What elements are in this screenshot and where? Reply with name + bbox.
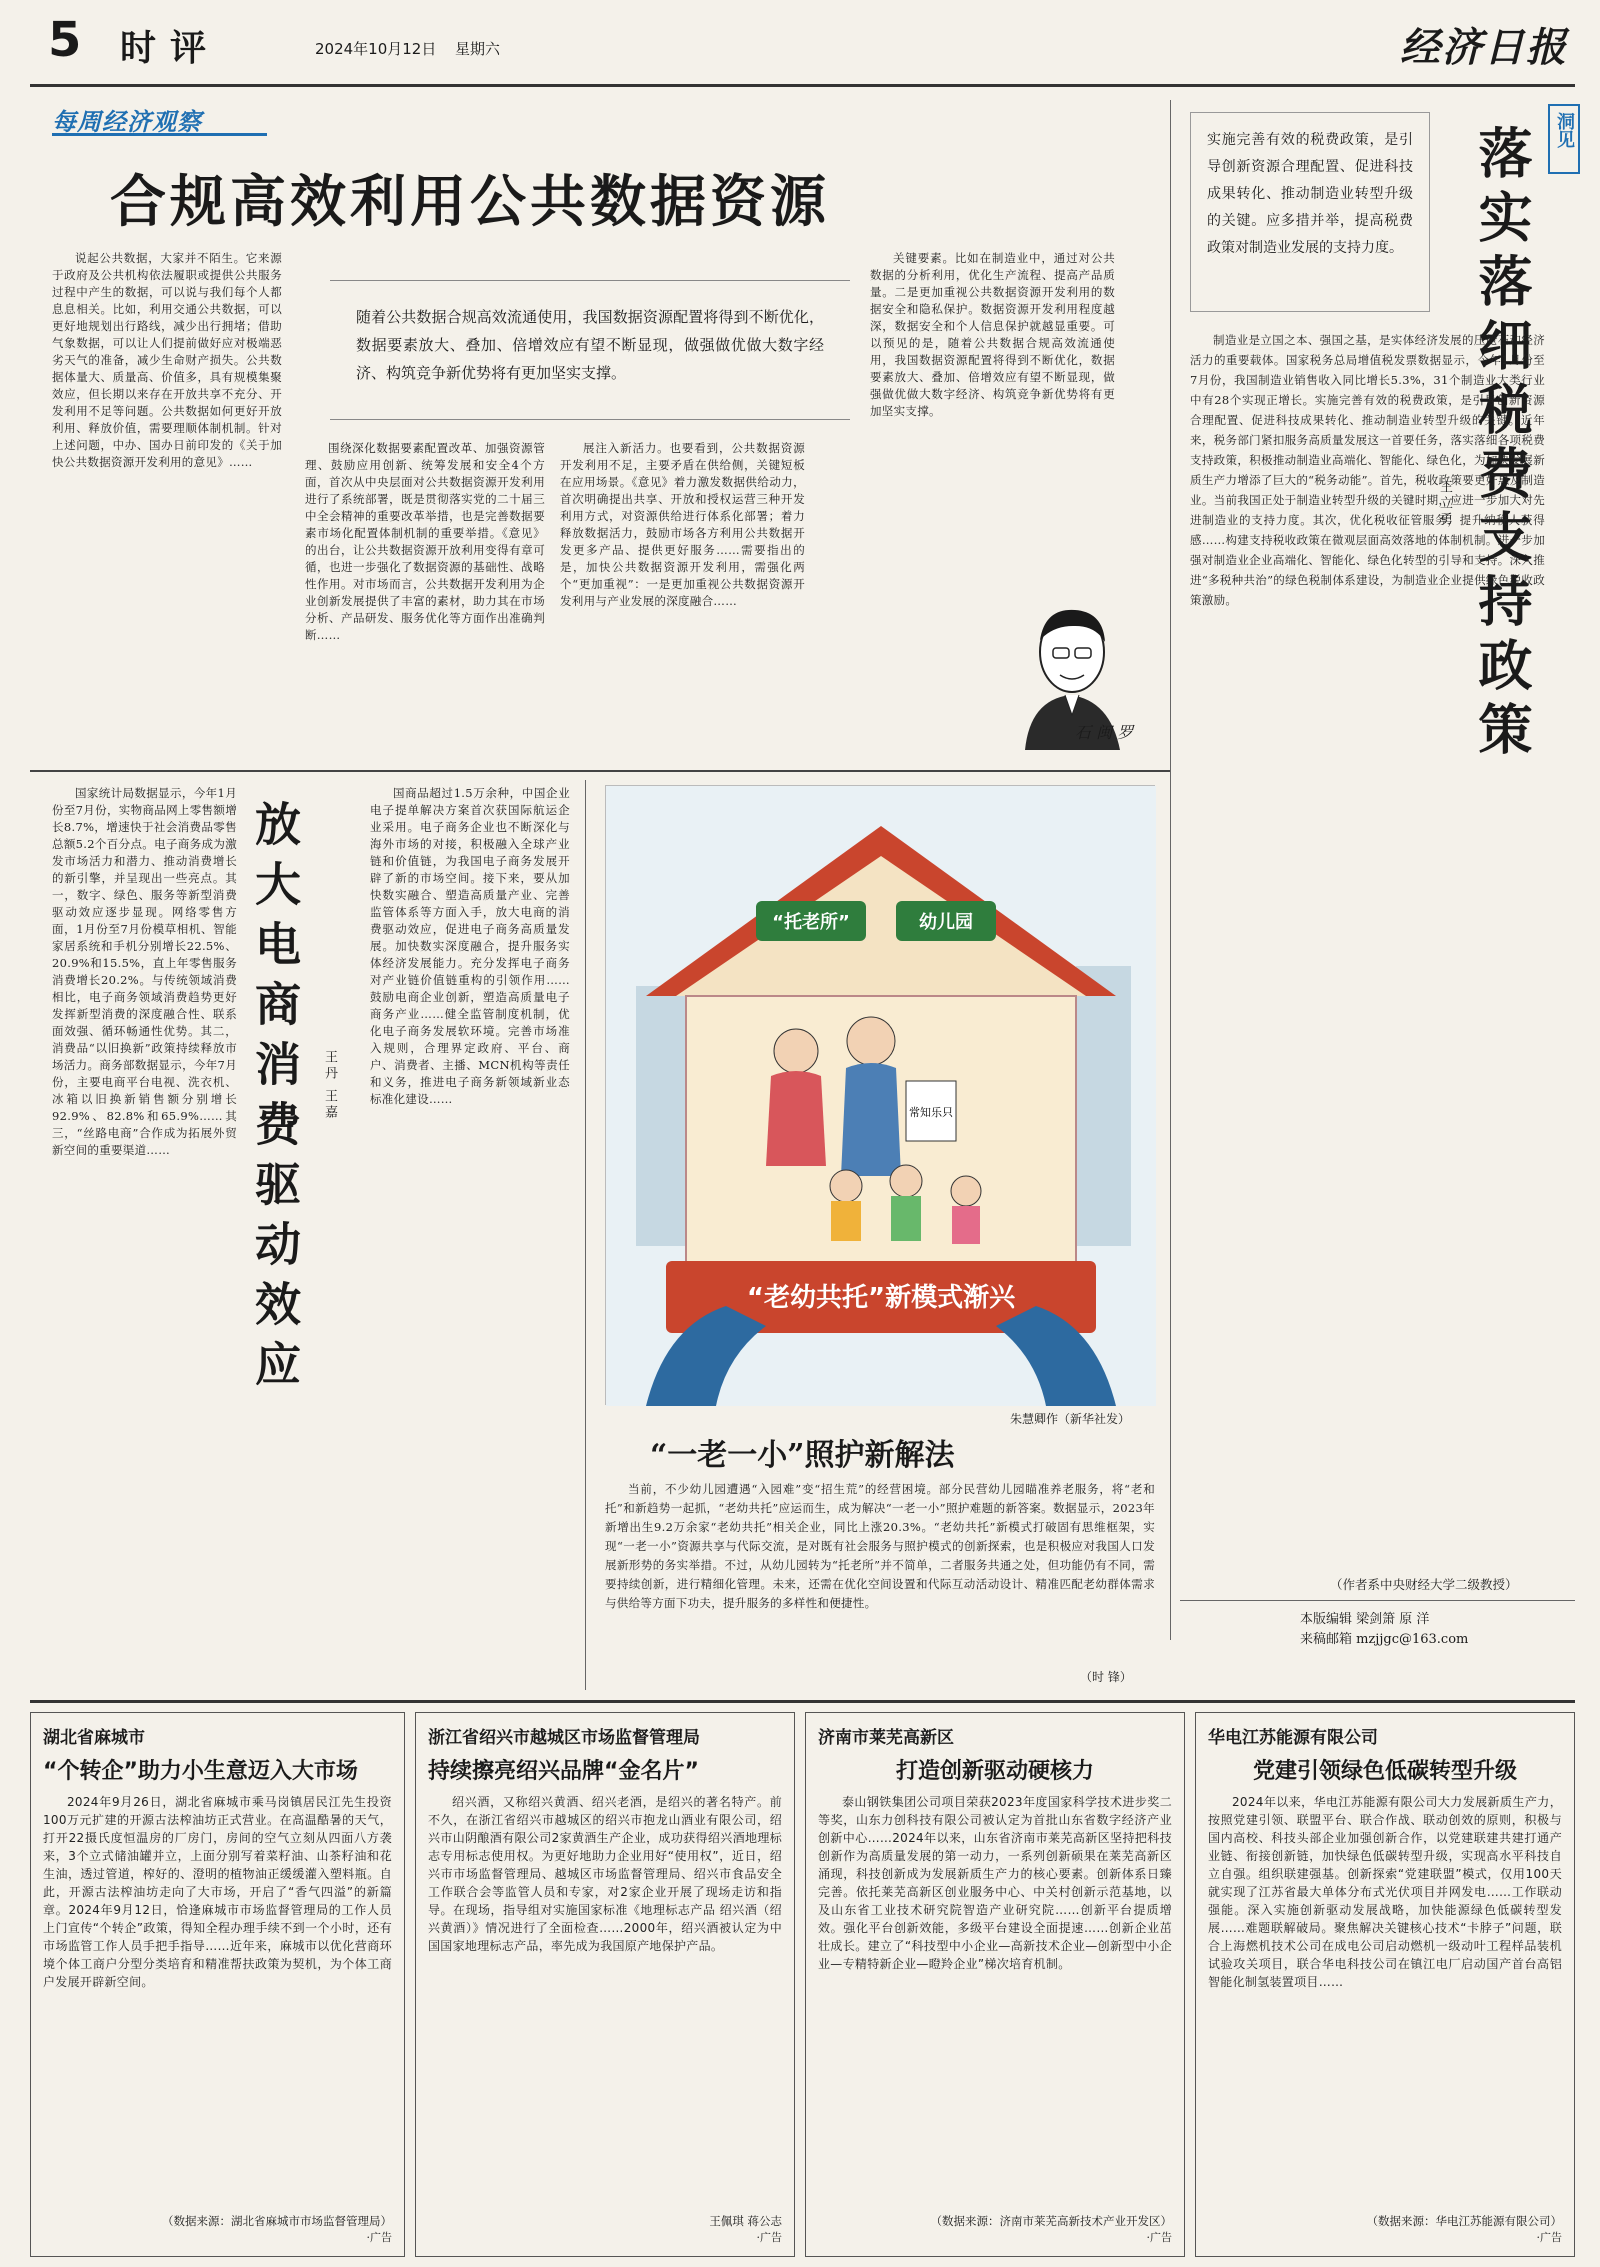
dongjian-tag-label: 洞见	[1554, 112, 1575, 148]
ad-3-source: （数据来源：济南市莱芜高新技术产业开发区）	[930, 2214, 1172, 2228]
ad-1-body: 2024年9月26日，湖北省麻城市乘马岗镇居民江先生投资100万元扩建的开源古法榨油坊正式营业。在高温酷暑的天气，打开22摄氏度恒温房的厂房门，房间的空气立刻从四面八方袭来，3个立式储油罐并立，上面分别写着菜籽油、山茶籽油和花生油，透过管道，榨好的、澄明的植物油正缓缓灌入塑料瓶。自此，开源古法榨油坊走向了大市场，开启了“香气四溢”的新篇章。2024年9月12日，恰逢麻城市市场监督管理局的工作人员上门宣传“个转企”政策，得知全程办理手续不到一个小时，还有市场监管工作人员手把手指导……近年来，麻城市以优化营商环境个体工商户分型分类培育和精准帮扶政策为契机，为个体工商户发展开辟新空间。	[43, 1795, 392, 1989]
masthead	[30, 10, 1575, 82]
issue-date: 2024年10月12日	[315, 40, 437, 58]
cartoon-credit: 朱慧卿作（新华社发）	[1010, 1412, 1131, 1426]
ecommerce-divider	[585, 780, 586, 1690]
lead-summary: 随着公共数据合规高效流通使用，我国数据资源配置将得到不断优化，数据要素放大、叠加、倍增效应有望不断显现，做强做优做大数字经济、构筑竞争新优势将有更加坚实支撑。	[356, 308, 824, 382]
oldyoung-body	[605, 1480, 1155, 1685]
dongjian-summary: 实施完善有效的税费政策，是引导创新资源合理配置、促进科技成果转化、推动制造业转型升级的关键。应多措并举，提高税费政策对制造业发展的支持力度。	[1207, 132, 1413, 256]
oldyoung-body-text: 当前，不少幼儿园遭遇“入园难”变“招生荒”的经营困境。部分民营幼儿园瞄准养老服务，将“老和托”和新趋势一起抓，“老幼共托”应运而生，成为解决“一老一小”照护难题的新答案。数据显示，2023年新增出生9.2万余家“老幼共托”相关企业，同比上涨20.3%。“老幼共托”新模式打破固有思维框架，实现“一老一小”资源共享与代际交流，是对既有社会服务与照护模式的创新探索，也是积极应对我国人口发展新形势的务实举措。不过，从幼儿园转为“托老所”并不简单，二者服务共通之处，但功能仍有不同，需要持续创新，进行精细化管理。未来，还需在优化空间设置和代际互动活动设计、精准匹配老幼群体需求与供给等方面下功夫，提升服务的多样性和便捷性。	[605, 1482, 1155, 1610]
ad-3-mark: ·广告	[1146, 2231, 1172, 2244]
ecommerce-col-1-text: 国家统计局数据显示，今年1月份至7月份，实物商品网上零售额增长8.7%，增速快于社会消费品零售总额5.2个百分点。电子商务成为激发市场活力和潜力、推动消费增长的新引擎，并呈现出一些亮点。其一，数字、绿色、服务等新型消费驱动效应逐步显现。网络零售方面，1月份至7月份模草相机、智能家居系统和手机分别增长22.5%、20.9%和15.5%，直上年零售服务消费增长20.2%。与传统领域消费相比，电子商务领域消费趋势更好发挥新型消费的深度融合性、联系面效强、循环畅通性优势。其二，消费品“以旧换新”政策持续释放市场活力。商务部数据显示，今年7月份，主要电商平台电视、洗衣机、冰箱以旧换新销售额分别增长92.9%、82.8%和65.9%……其三，“丝路电商”合作成为拓展外贸新空间的重要渠道……	[52, 786, 237, 1157]
editors-info	[1300, 1610, 1560, 1650]
cartoon-banner: “老幼共托”新模式渐兴	[746, 1283, 1016, 1313]
dongjian-tag	[1548, 104, 1580, 174]
ecommerce-col-2-text: 国商品超过1.5万余种，中国企业电子提单解决方案首次获国际航运企业采用。电子商务企业也不断深化与海外市场的对接，积极融入全球产业链和价值链，为我国电子商务发展开辟了新的市场空间。接下来，要从加快数实融合、塑造高质量产业、完善监管体系等方面入手，放大电商的消费驱动效应，促进电子商务高质量发展。加快数实深度融合，提升服务实体经济发展能力。充分发挥电子商务对产业链价值链重构的引领作用……鼓励电商企业创新，塑造高质量电子商务产业……健全监管制度机制，优化电子商务发展软环境。完善市场准入规则，合理界定政府、平台、商户、消费者、主播、MCN机构等责任和义务，推进电子商务新领域新业态标准化建设……	[370, 786, 570, 1106]
ad-box-2	[415, 1712, 795, 2257]
lead-col-1-text: 说起公共数据，大家并不陌生。它来源于政府及公共机构依法履职或提供公共服务过程中产生的数据，可以说与我们每个人都息息相关。比如，利用交通公共数据，可以更好地规划出行路线，减少出行拥堵；借助气象数据，可以让人们提前做好应对极端恶劣天气的准备，减少生命财产损失。公共数据体量大、质量高、价值多，具有规模集聚效应，但长期以来存在开放共享不充分、开发利用不足等问题。公共数据如何更好开放利用、释放价值，需要理顺体制机制。针对上述问题，中办、国办日前印发的《关于加快公共数据资源开发利用的意见》……	[52, 251, 282, 469]
column-tag-label: 每周经济观察	[52, 107, 202, 136]
dongjian-body	[1190, 330, 1545, 1570]
ad-1-source: （数据来源：湖北省麻城市市场监督管理局）	[162, 2214, 392, 2228]
issue-weekday: 星期六	[455, 40, 501, 58]
ad-1-mark: ·广告	[366, 2231, 392, 2244]
ad-box-3	[805, 1712, 1185, 2257]
section-name: 时评	[120, 27, 221, 69]
ad-2-title: 持续擦亮绍兴品牌“金名片”	[428, 1759, 699, 1784]
dongjian-body-text: 制造业是立国之本、强国之基，是实体经济发展的压舱石和经济活力的重要载体。国家税务总局增值税发票数据显示，今年1月份至7月份，我国制造业销售收入同比增长5.3%，31个制造业大类行业中有28个实现正增长。实施完善有效的税费政策，是引导创新资源合理配置、促进科技成果转化、推动制造业转型升级的关键。近年来，税务部门紧扣服务高质量发展这一首要任务，落实落细各项税费支持政策，积极推动制造业高端化、智能化、绿色化，为加快发展新质生产力增添了巨大的“税务动能”。首先，税收政策要更好惠及制造业。当前我国正处于制造业转型升级的关键时期，应进一步加大对先进制造业的支持力度。其次，优化税收征管服务，提升纳税人获得感……构建支持税收政策在微观层面高效落地的体制机制。进一步加强对制造业企业高端化、智能化、绿色化转型的引导和支持。深入推进“多税种共治”的绿色税制体系建设，为制造业企业提供绿色税收政策激励。	[1190, 333, 1545, 607]
author-signature: 石 闽 罗	[1075, 723, 1134, 742]
lead-summary-box	[330, 280, 850, 420]
author-sketch-image	[985, 590, 1160, 760]
lead-col-1	[52, 250, 282, 730]
ad-box-1	[30, 1712, 405, 2257]
lead-col-3-text: 展注入新活力。也要看到，公共数据资源开发利用不足，主要矛盾在供给侧，关键短板在应用场景。《意见》着力激发数据供给动力，首次明确提出共享、开放和授权运营三种开发利用方式，对资源供给进行体系化部署；着力释放数据活力，鼓励市场各方利用公共数据开发更多产品、提供更好服务……需要指出的是，加快公共数据资源开发利用，需强化两个“更加重视”：一是更加重视公共数据资源开发利用与产业发展的深度融合……	[560, 441, 805, 608]
editors-line-1: 本版编辑 梁剑箫 原 洋	[1300, 1612, 1430, 1627]
ad-4-org: 华电江苏能源有限公司	[1208, 1728, 1378, 1748]
editors-line-2: 来稿邮箱 mzjjgc@163.com	[1300, 1632, 1469, 1647]
ad-4-source: （数据来源：华电江苏能源有限公司）	[1366, 2214, 1562, 2228]
masthead-rule	[30, 84, 1575, 87]
lead-col-2	[305, 440, 545, 735]
ad-1-title: “个转企”助力小生意迈入大市场	[43, 1759, 358, 1784]
ad-3-body: 泰山钢铁集团公司项目荣获2023年度国家科学技术进步奖二等奖，山东力创科技有限公司被认定为首批山东省数字经济产业创新中心……2024年以来，山东省济南市莱芜高新区坚持把科技创新作为高质量发展的第一动力，一系列创新硕果在莱芜高新区涌现，科技创新成为发展新质生产力的核心要素。创新体系日臻完善。依托莱芜高新区创业服务中心、中关村创新示范基地，以及山东省工业技术研究院智造产业研究院……创新平台提质增效。强化平台创新效能，多级平台建设全面提速……创新企业茁壮成长。建立了“科技型中小企业—高新技术企业—创新型中小企业—专精特新企业—瞪羚企业”梯次培育机制。	[818, 1795, 1172, 1971]
mid-section-rule	[30, 770, 1170, 772]
cartoon-book-text: 常知乐只	[909, 1106, 953, 1119]
lead-col-3	[560, 440, 805, 735]
lead-headline: 合规高效利用公共数据资源	[110, 169, 830, 235]
ecommerce-headline: 放大电商消费驱动效应	[248, 800, 302, 1400]
cartoon	[605, 785, 1155, 1405]
paper-logo: 经济日报	[1400, 24, 1568, 71]
dongjian-author: 王立勇	[1437, 480, 1452, 528]
author-portrait	[985, 590, 1160, 760]
editors-rule	[1180, 1600, 1575, 1601]
cartoon-illustration	[606, 786, 1156, 1406]
ad-2-source: 王佩琪 蒋公志	[709, 2214, 782, 2228]
ecommerce-col-2	[370, 785, 570, 1685]
lead-col-4	[870, 250, 1115, 610]
ecommerce-author: 王丹 王嘉	[322, 1050, 337, 1122]
dongjian-summary-box	[1190, 112, 1430, 312]
ad-2-mark: ·广告	[756, 2231, 782, 2244]
ad-3-title: 打造创新驱动硬核力	[895, 1759, 1094, 1784]
cartoon-sign-left: “托老所”	[772, 912, 850, 933]
right-column-divider	[1170, 100, 1171, 1640]
lead-col-4-text: 关键要素。比如在制造业中，通过对公共数据的分析利用，优化生产流程、提高产品质量。二是更加重视公共数据资源开发利用的数据安全和隐私保护。数据资源开发利用程度越深，数据安全和个人信息保护就越显重要。可以预见的是，随着公共数据合规高效流通使用，我国数据资源配置将得到不断优化，数据要素放大、叠加、倍增效应有望不断显现，做强做优做大数字经济、构筑竞争新优势将有更加坚实支撑。	[870, 251, 1115, 418]
ad-4-mark: ·广告	[1536, 2231, 1562, 2244]
cartoon-sign-right: 幼儿园	[919, 912, 973, 933]
dongjian-headline: 落实落细税费支持政策	[1470, 125, 1534, 765]
lead-col-2-text: 围绕深化数据要素配置改革、加强资源管理、鼓励应用创新、统筹发展和安全4个方面，首次从中央层面对公共数据资源开发利用进行了系统部署，既是贯彻落实党的二十届三中全会精神的重要改革举措，也是完善数据要素市场化配置体制机制的重要举措。《意见》的出台，让公共数据资源开放利用变得有章可循，也进一步强化了数据资源的基础性、战略性作用。对市场而言，公共数据开发利用为企业创新发展提供了丰富的素材，助力其在市场分析、产品研发、服务优化等方面作出准确判断……	[305, 441, 545, 642]
ads-top-rule	[30, 1700, 1575, 1703]
column-tag	[52, 102, 267, 136]
ad-3-org: 济南市莱芜高新区	[818, 1728, 954, 1748]
ad-2-org: 浙江省绍兴市越城区市场监督管理局	[428, 1728, 700, 1748]
dongjian-footnote: （作者系中央财经大学二级教授）	[1330, 1577, 1518, 1592]
ad-4-body: 2024年以来，华电江苏能源有限公司大力发展新质生产力，按照党建引领、联盟平台、联合作战、联动创效的原则，积极与国内高校、科技头部企业加强创新合作，以党建联建共建打通产业链、衔接创新链，加快绿色低碳转型升级，实现高水平科技自立自强。组织联建强基。创新探索“党建联盟”模式，仅用100天就实现了江苏省最大单体分布式光伏项目并网发电……工作联动强能。深入实施创新驱动发展战略，加快能源绿色低碳转型发展……难题联解破局。聚焦解决关键核心技术“卡脖子”问题，联合上海燃机技术公司在成电公司启动燃机一级动叶工程样品装机试验攻关项目，联合华电科技公司在镇江电厂启动国产首台高铝智能化制氢装置项目……	[1208, 1795, 1562, 1989]
ad-4-title: 党建引领绿色低碳转型升级	[1252, 1759, 1517, 1784]
ad-2-body: 绍兴酒，又称绍兴黄酒、绍兴老酒，是绍兴的著名特产。前不久，在浙江省绍兴市越城区的绍兴市抱龙山酒业有限公司，绍兴市山阴酿酒有限公司2家黄酒生产企业，成功获得绍兴酒地理标志专用标志使用权。为更好地助力企业用好“使用权”，近日，绍兴市市场监督管理局、越城区市场监督管理局、绍兴市食品安全工作联合会等监管人员和专家，对2家企业开展了现场走访和指导。在现场，指导组对实施国家标准《地理标志产品 绍兴酒（绍兴黄酒）》情况进行了全面检查……2000年，绍兴酒被认定为中国国家地理标志产品，率先成为我国原产地保护产品。	[428, 1795, 782, 1953]
ad-box-4	[1195, 1712, 1575, 2257]
ad-1-org: 湖北省麻城市	[43, 1728, 145, 1748]
oldyoung-headline: “一老一小”照护新解法	[650, 1438, 955, 1473]
ecommerce-col-1	[52, 785, 237, 1685]
page-number: 5	[48, 12, 82, 68]
oldyoung-signature: （时 锋）	[1080, 1670, 1132, 1684]
